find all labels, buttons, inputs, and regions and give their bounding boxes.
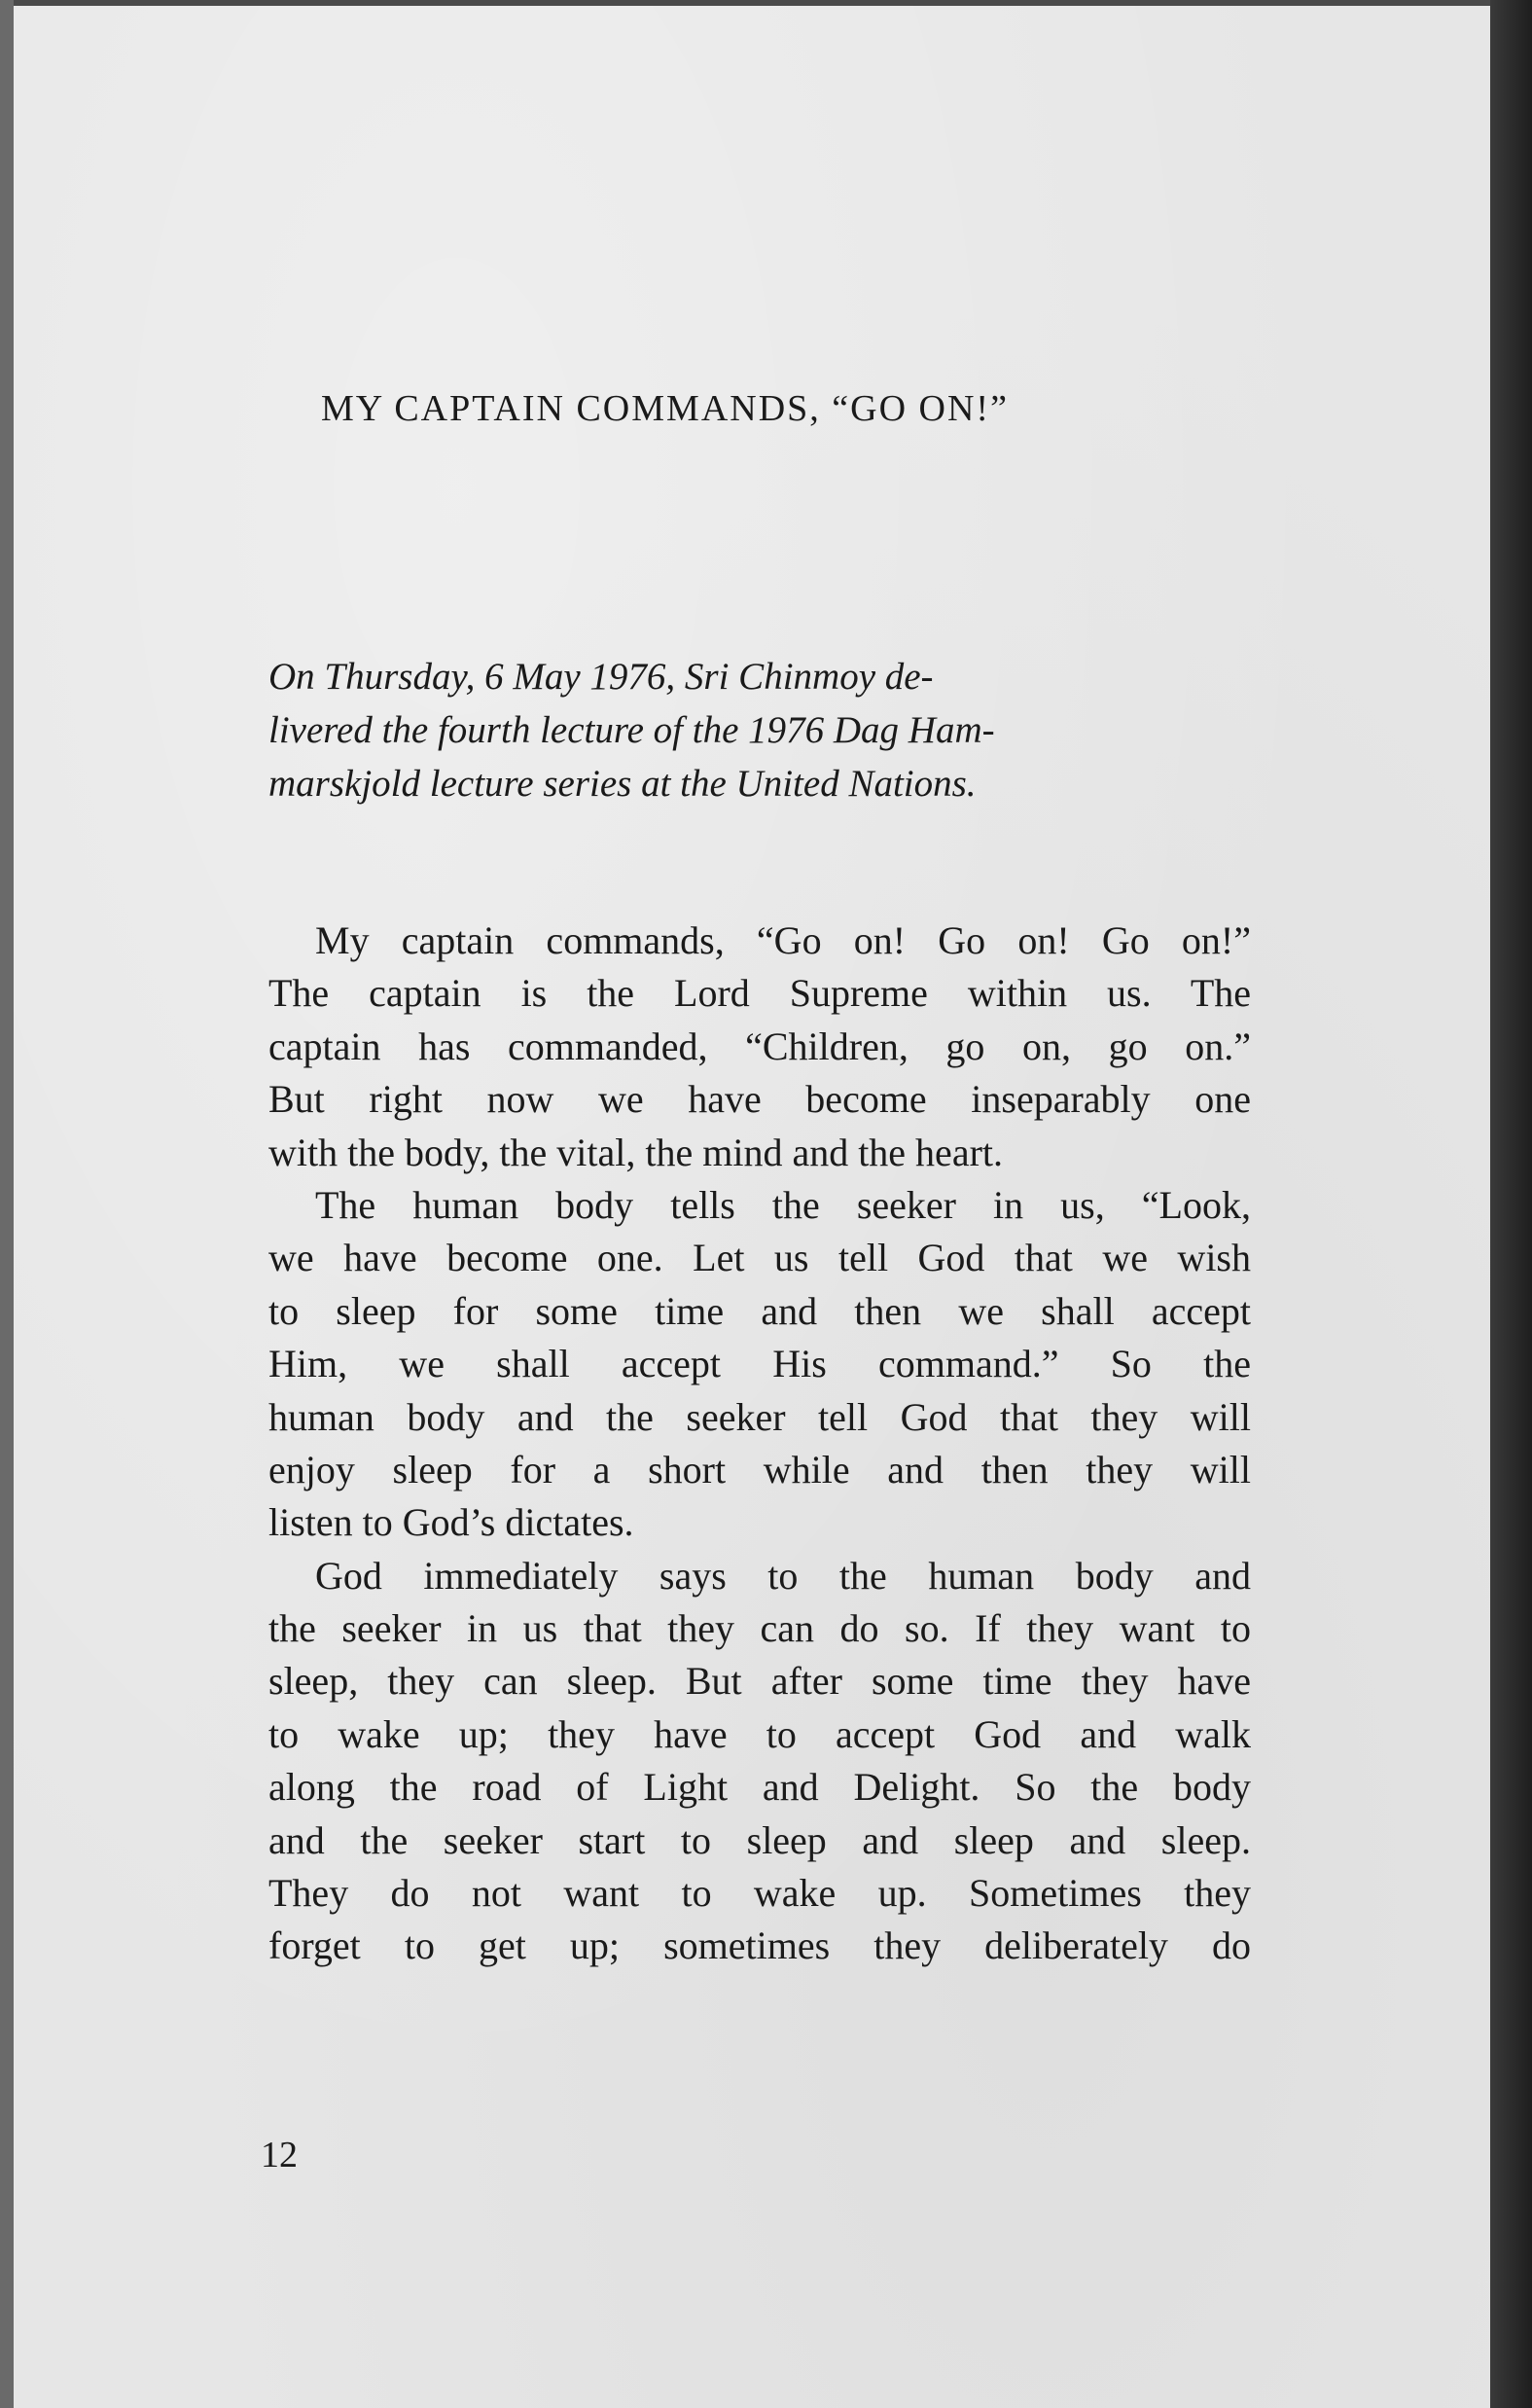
paragraph-line: along the road of Light and Delight. So the body bbox=[268, 1765, 1251, 1810]
paragraph-line: and the seeker start to sleep and sleep and sleep. bbox=[268, 1817, 1251, 1862]
paragraph-line: human body and the seeker tell God that they will bbox=[268, 1394, 1251, 1439]
intro-note bbox=[268, 650, 1251, 810]
intro-line: livered the fourth lecture of the 1976 Dag Ham- bbox=[268, 709, 995, 751]
paragraph-line: The captain is the Lord Supreme within us. The bbox=[268, 971, 1251, 1016]
paragraph-line: But right now we have become inseparably one bbox=[268, 1077, 1251, 1122]
paragraph-line: enjoy sleep for a short while and then they will bbox=[268, 1447, 1251, 1492]
chapter-title: MY CAPTAIN COMMANDS, “GO ON!” bbox=[321, 388, 1009, 429]
scan-right-edge bbox=[1490, 0, 1532, 2408]
paragraph-line: My captain commands, “Go on! Go on! Go on!” bbox=[315, 918, 1251, 962]
paragraph-line: sleep, they can sleep. But after some time they have bbox=[268, 1659, 1251, 1704]
paragraph-line: the seeker in us that they can do so. If they want to bbox=[268, 1606, 1251, 1651]
paragraph-line: Him, we shall accept His command.” So the bbox=[268, 1342, 1251, 1386]
paragraph-line: we have become one. Let us tell God that we wish bbox=[268, 1236, 1251, 1280]
paragraph-line: The human body tells the seeker in us, “Look, bbox=[315, 1182, 1251, 1227]
paragraph-line: forget to get up; sometimes they deliberately do bbox=[268, 1923, 1251, 1968]
body-text bbox=[268, 915, 1251, 1973]
paragraph-line: to wake up; they have to accept God and walk bbox=[268, 1711, 1251, 1756]
paragraph-line: captain has commanded, “Children, go on, go on.” bbox=[268, 1024, 1251, 1068]
intro-line: On Thursday, 6 May 1976, Sri Chinmoy de- bbox=[268, 656, 934, 698]
paragraph-line: listen to God’s dictates. bbox=[268, 1500, 634, 1545]
page-number: 12 bbox=[261, 2135, 298, 2175]
scan-left-edge bbox=[0, 0, 14, 2408]
paragraph-line: God immediately says to the human body and bbox=[315, 1553, 1251, 1598]
intro-line: marskjold lecture series at the United Nations. bbox=[268, 763, 977, 805]
paragraph-line: They do not want to wake up. Sometimes they bbox=[268, 1871, 1251, 1916]
paragraph-line: with the body, the vital, the mind and the heart. bbox=[268, 1130, 1003, 1174]
paragraph-line: to sleep for some time and then we shall accept bbox=[268, 1288, 1251, 1333]
